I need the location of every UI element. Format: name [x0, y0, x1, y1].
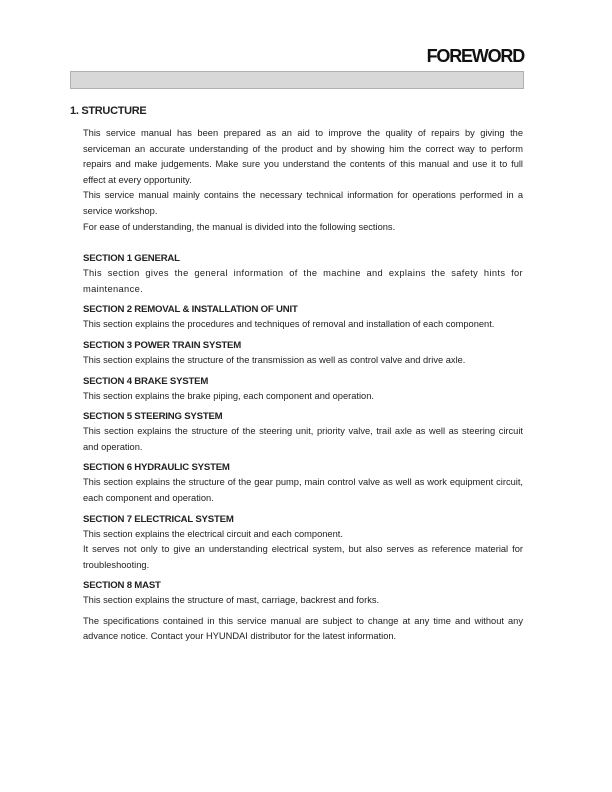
section-7	[83, 512, 523, 574]
closing-paragraph: The specifications contained in this service manual are subject to change at any time and without any advance notice. Contact your HYUNDAI distributor for the latest information.	[83, 615, 523, 642]
section-title: SECTION 3 POWER TRAIN SYSTEM	[83, 339, 242, 351]
structure-content	[83, 126, 523, 645]
section-description: This section explains the procedures and techniques of removal and installation of each component.	[83, 319, 495, 330]
structure-heading: 1. STRUCTURE	[70, 105, 147, 117]
section-title: SECTION 2 REMOVAL & INSTALLATION OF UNIT	[83, 304, 298, 316]
section-6	[83, 460, 523, 506]
section-title: SECTION 8 MAST	[83, 580, 161, 592]
section-title: SECTION 6 HYDRAULIC SYSTEM	[83, 462, 230, 474]
section-description: This section explains the structure of the steering unit, priority valve, trail axle as well as steering circuit and operation.	[83, 426, 523, 452]
section-description: This section gives the general information of the machine and explains the safety hints for maintenance.	[83, 268, 523, 294]
section-description: This section explains the structure of mast, carriage, backrest and forks.	[83, 595, 380, 606]
intro-paragraph: For ease of understanding, the manual is divided into the following sections.	[83, 221, 396, 232]
section-8	[83, 578, 523, 609]
section-description: It serves not only to give an understanding electrical system, but also serves as reference material for troubleshooting.	[83, 544, 523, 570]
section-title: SECTION 7 ELECTRICAL SYSTEM	[83, 513, 234, 525]
section-title: SECTION 4 BRAKE SYSTEM	[83, 375, 209, 387]
section-description: This section explains the brake piping, each component and operation.	[83, 390, 374, 401]
section-title: SECTION 1 GENERAL	[83, 253, 180, 265]
section-description: This section explains the electrical circuit and each component.	[83, 528, 343, 539]
intro-paragraph: This service manual has been prepared as an aid to improve the quality of repairs by giving the serviceman an accurate understanding of the product and by showing him the correct way to perform repairs and make judgements. Make sure you understand the contents of this manual and use it to full effect at every opportunity.	[83, 128, 523, 185]
section-2	[83, 302, 523, 333]
header-bar	[70, 71, 524, 89]
spacer	[83, 235, 523, 251]
section-4	[83, 374, 523, 405]
section-description: This section explains the structure of the transmission as well as control valve and drive axle.	[83, 354, 466, 365]
section-3	[83, 338, 523, 369]
section-description: This section explains the structure of the gear pump, main control valve as well as work equipment circuit, each component and operation.	[83, 477, 523, 503]
section-title: SECTION 5 STEERING SYSTEM	[83, 411, 223, 423]
page-title: FOREWORD	[426, 46, 524, 66]
intro-paragraph: This service manual mainly contains the necessary technical information for operations performed in a service workshop.	[83, 190, 523, 216]
section-5	[83, 409, 523, 455]
section-1	[83, 251, 523, 297]
